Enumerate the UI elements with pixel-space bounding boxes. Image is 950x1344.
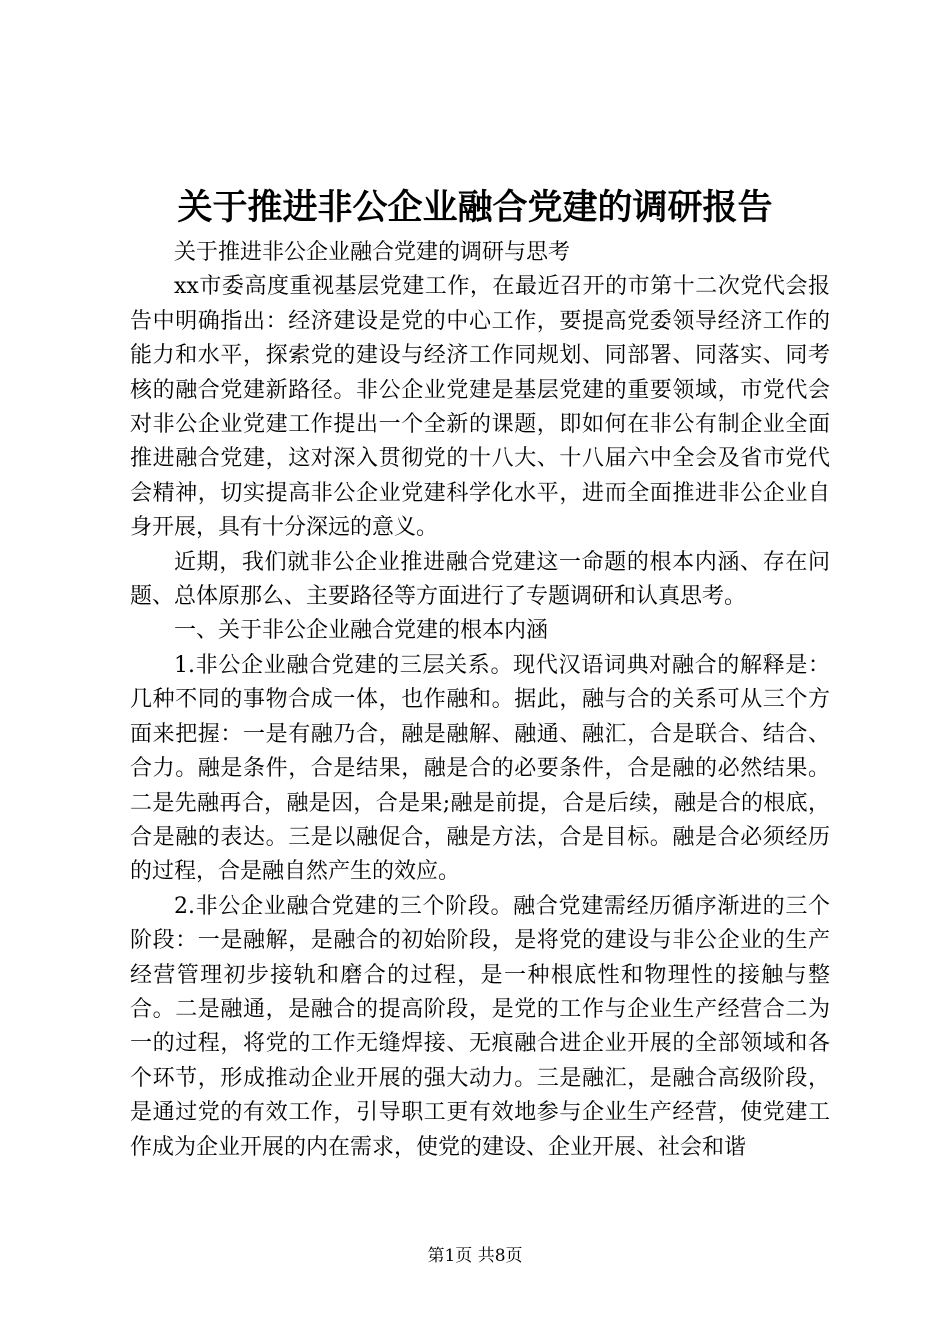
body-paragraph: 近期，我们就非公企业推进融合党建这一命题的根本内涵、存在问题、总体原那么、主要路径等方面进行了专题调研和认真思考。 — [130, 549, 830, 610]
document-body — [130, 236, 830, 1165]
section-heading: 一、关于非公企业融合党建的根本内涵 — [174, 618, 549, 644]
page-number-footer: 第1页 共8页 — [427, 1246, 523, 1266]
document-title: 关于推进非公企业融合党建的调研报告 — [177, 187, 773, 228]
body-paragraph: 2.非公企业融合党建的三个阶段。融合党建需经历循序渐进的三个阶段：一是融解，是融合的初始阶段，是将党的建设与非公企业的生产经营管理初步接轨和磨合的过程，是一种根底性和物理性的接触与整合。二是融通，是融合的提高阶段，是党的工作与企业生产经营合二为一的过程，将党的工作无缝焊接、无痕融合进企业开展的全部领域和各个环节，形成推动企业开展的强大动力。三是融汇，是融合高级阶段，是通过党的有效工作，引导职工更有效地参与企业生产经营，使党建工作成为企业开展的内在需求，使党的建设、企业开展、社会和谐 — [130, 893, 830, 1160]
body-paragraph: xx市委高度重视基层党建工作，在最近召开的市第十二次党代会报告中明确指出：经济建设是党的中心工作，要提高党委领导经济工作的能力和水平，探索党的建设与经济工作同规划、同部署、同落实、同考核的融合党建新路径。非公企业党建是基层党建的重要领域，市党代会对非公企业党建工作提出一个全新的课题，即如何在非公有制企业全面推进融合党建，这对深入贯彻党的十八大、十八届六中全会及省市党代会精神，切实提高非公企业党建科学化水平，进而全面推进非公企业自身开展，具有十分深远的意义。 — [130, 274, 830, 541]
body-paragraph: 1.非公企业融合党建的三层关系。现代汉语词典对融合的解释是：几种不同的事物合成一体，也作融和。据此，融与合的关系可从三个方面来把握：一是有融乃合，融是融解、融通、融汇，合是联合、结合、合力。融是条件，合是结果，融是合的必要条件，合是融的必然结果。二是先融再合，融是因，合是果;融是前提，合是后续，融是合的根底，合是融的表达。三是以融促合，融是方法，合是目标。融是合必须经历的过程，合是融自然产生的效应。 — [130, 652, 830, 885]
subtitle-paragraph: 关于推进非公企业融合党建的调研与思考 — [174, 240, 571, 265]
